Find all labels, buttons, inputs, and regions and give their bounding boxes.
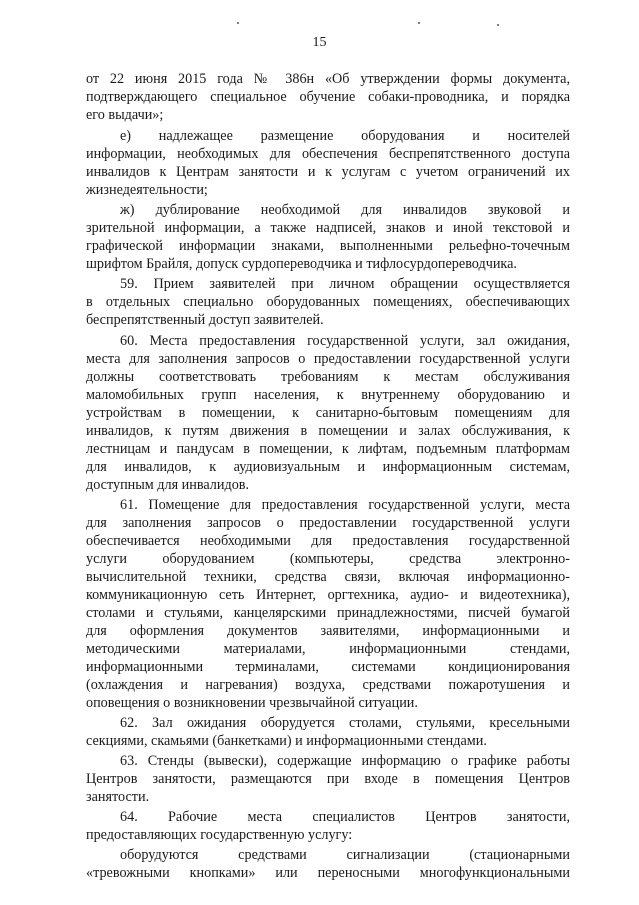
text-line: услуги оборудованием (компьютеры, средства электронно- bbox=[86, 551, 570, 567]
text-line: занятости. bbox=[86, 789, 150, 805]
text-line: информации, необходимых для обеспечения беспрепятственного доступа bbox=[86, 146, 570, 162]
text-line: места для заполнения запросов о предоставлении государственной услуги bbox=[86, 351, 570, 367]
scan-speck bbox=[418, 22, 420, 24]
text-line: доступным для инвалидов. bbox=[86, 477, 250, 493]
text-line: «тревожными кнопками» или переносными многофункциональными bbox=[86, 865, 570, 881]
text-line: Центров занятости, размещаются при входе в помещения Центров bbox=[86, 771, 570, 787]
text-line: должны соответствовать требованиям к местам обслуживания bbox=[86, 369, 570, 385]
text-line: методическими материалами, информационными стендами, bbox=[86, 641, 570, 657]
scan-speck bbox=[497, 24, 499, 26]
text-line: графической информации знаками, выполненными рельефно-точечным bbox=[86, 238, 570, 254]
scan-speck bbox=[237, 22, 239, 24]
text-line: шрифтом Брайля, допуск сурдопереводчика и тифлосурдопереводчика. bbox=[86, 256, 517, 272]
text-line: беспрепятственный доступ заявителей. bbox=[86, 312, 324, 328]
text-line: (охлаждения и нагревания) воздуха, средствами пожаротушения и bbox=[86, 677, 570, 693]
text-line: жизнедеятельности; bbox=[86, 182, 208, 198]
text-line: предоставляющих государственную услугу: bbox=[86, 827, 353, 843]
text-line: 63. Стенды (вывески), содержащие информацию о графике работы bbox=[120, 753, 570, 769]
text-line: 64. Рабочие места специалистов Центров занятости, bbox=[120, 809, 570, 825]
text-line: его выдачи»; bbox=[86, 107, 164, 123]
text-line: 59. Прием заявителей при личном обращении осуществляется bbox=[120, 276, 570, 292]
text-line: оповещения о возникновении чрезвычайной ситуации. bbox=[86, 695, 418, 711]
text-line: в отдельных специально оборудованных помещениях, обеспечивающих bbox=[86, 294, 570, 310]
text-line: вычислительной техники, средства связи, включая информационно- bbox=[86, 569, 570, 585]
text-line: лестницам и пандусам в помещении, к лифтам, подъемным платформам bbox=[86, 441, 570, 457]
text-line: подтверждающего специальное обучение собаки-проводника, и порядка bbox=[86, 89, 570, 105]
text-line: маломобильных групп населения, к внутреннему оборудованию и bbox=[86, 387, 570, 403]
text-line: е) надлежащее размещение оборудования и носителей bbox=[120, 128, 570, 144]
text-line: оборудуются средствами сигнализации (стационарными bbox=[120, 847, 570, 863]
page-number: 15 bbox=[312, 35, 327, 50]
text-line: информационными терминалами, системами кондиционирования bbox=[86, 659, 570, 675]
text-line: для оформления документов заявителями, информационными и bbox=[86, 623, 570, 639]
text-line: 61. Помещение для предоставления государственной услуги, места bbox=[120, 497, 570, 513]
text-line: для заполнения запросов о предоставлении государственной услуги bbox=[86, 515, 570, 531]
text-line: инвалидов, к путям движения в помещении и залах обслуживания, к bbox=[86, 423, 570, 439]
text-line: столами и стульями, канцелярскими принадлежностями, писчей бумагой bbox=[86, 605, 570, 621]
text-line: коммуникационную сеть Интернет, оргтехника, аудио- и видеотехника), bbox=[86, 587, 570, 603]
text-line: для инвалидов, к аудиовизуальным и информационным системам, bbox=[86, 459, 570, 475]
text-line: 60. Места предоставления государственной услуги, зал ожидания, bbox=[120, 333, 570, 349]
text-line: инвалидов к Центрам занятости и к услугам с учетом ограничений их bbox=[86, 164, 570, 180]
text-line: зрительной информации, а также надписей, знаков и иной текстовой и bbox=[86, 220, 570, 236]
text-line: от 22 июня 2015 года № 386н «Об утверждении формы документа, bbox=[86, 71, 570, 87]
text-line: устройствам в помещении, к санитарно-бытовым помещениям для bbox=[86, 405, 570, 421]
text-line: 62. Зал ожидания оборудуется столами, стульями, кресельными bbox=[120, 715, 570, 731]
text-line: секциями, скамьями (банкетками) и информационными стендами. bbox=[86, 733, 487, 749]
text-line: ж) дублирование необходимой для инвалидов звуковой и bbox=[120, 202, 570, 218]
text-line: обеспечивается необходимыми для предоставления государственной bbox=[86, 533, 570, 549]
